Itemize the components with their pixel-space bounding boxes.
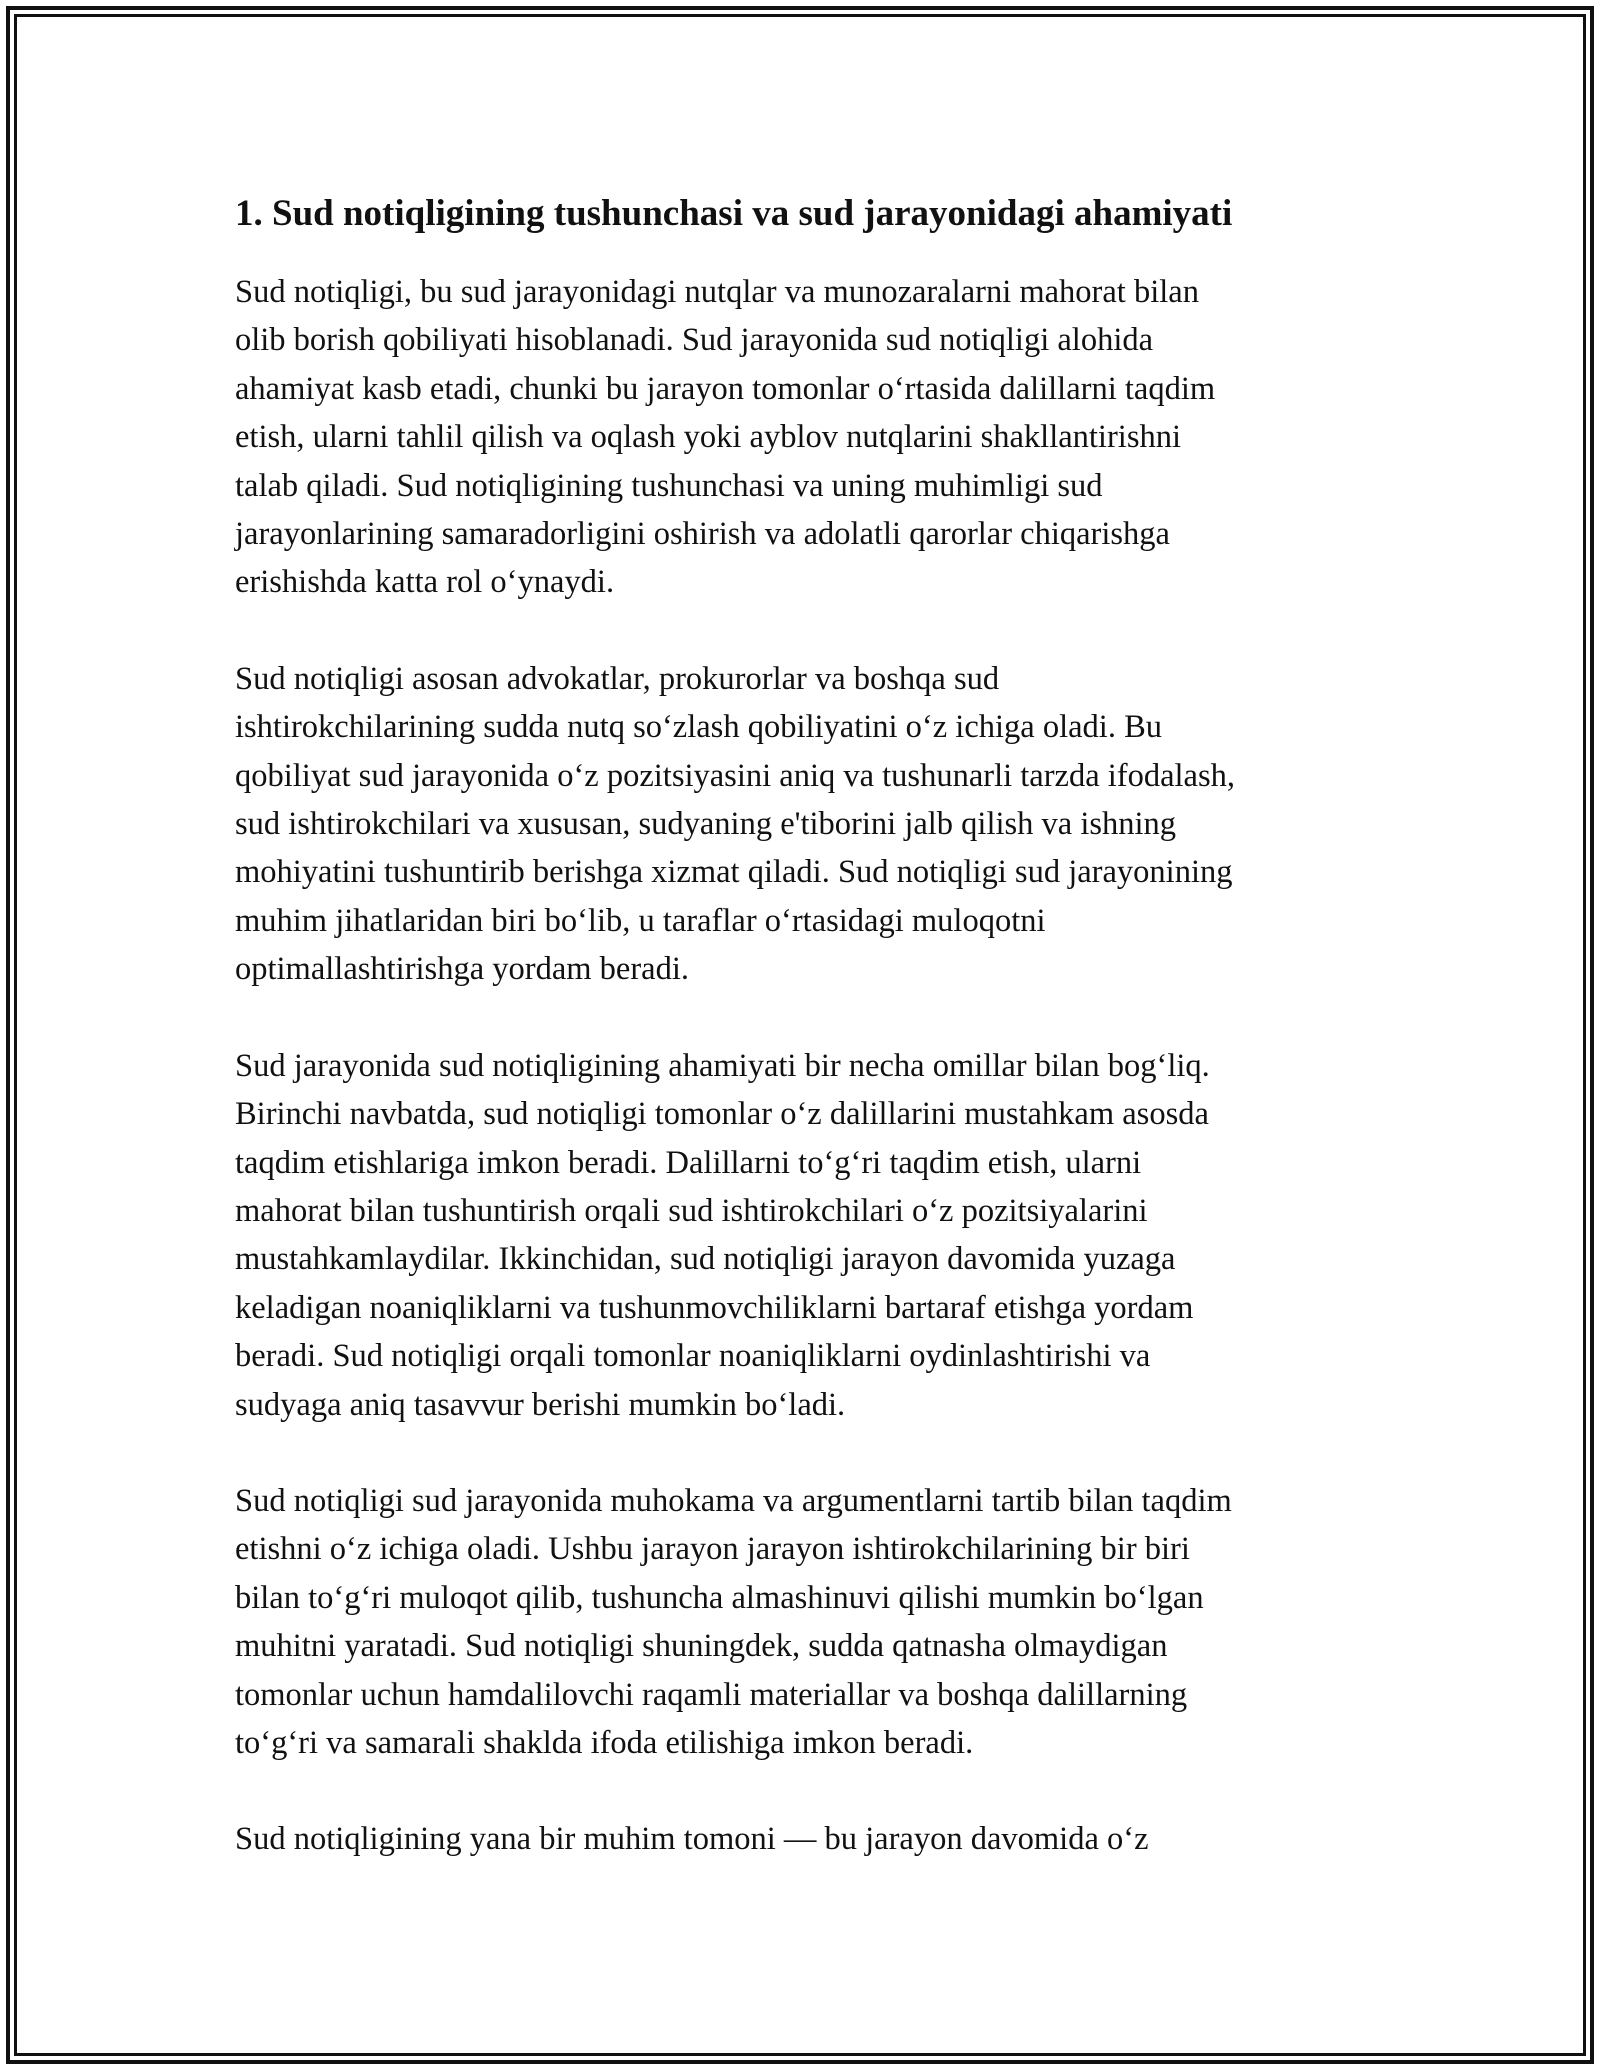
- document-body: [235, 188, 1370, 1864]
- text-line: keladigan noaniqliklarni va tushunmovchiliklarni bartaraf etishga yordam: [235, 1289, 1194, 1326]
- text-line: Sud notiqligining yana bir muhim tomoni — bu jarayon davomida o‘z: [235, 1821, 1149, 1858]
- text-line: qobiliyat sud jarayonida o‘z pozitsiyasini aniq va tushunarli tarzda ifodalash,: [235, 757, 1236, 794]
- text-line: sudyaga aniq tasavvur berishi mumkin bo‘ladi.: [235, 1386, 846, 1423]
- text-line: talab qiladi. Sud notiqligining tushunchasi va uning muhimligi sud: [235, 467, 1103, 504]
- text-line: mahorat bilan tushuntirish orqali sud ishtirokchilari o‘z pozitsiyalarini: [235, 1192, 1148, 1229]
- text-line: jarayonlarining samaradorligini oshirish va adolatli qarorlar chiqarishga: [235, 516, 1170, 553]
- text-line: mustahkamlaydilar. Ikkinchidan, sud notiqligi jarayon davomida yuzaga: [235, 1241, 1176, 1278]
- text-line: taqdim etishlariga imkon beradi. Dalillarni to‘g‘ri taqdim etish, ularni: [235, 1144, 1142, 1181]
- text-line: erishishda katta rol o‘ynaydi.: [235, 564, 615, 601]
- text-line: ishtirokchilarining sudda nutq so‘zlash qobiliyatini o‘z ichiga oladi. Bu: [235, 709, 1162, 746]
- text-line: Sud notiqligi asosan advokatlar, prokurorlar va boshqa sud: [235, 660, 1000, 697]
- text-line: mohiyatini tushuntirib berishga xizmat qiladi. Sud notiqligi sud jarayonining: [235, 854, 1233, 891]
- text-line: muhim jihatlaridan biri bo‘lib, u taraflar o‘rtasidagi muloqotni: [235, 902, 1046, 939]
- document-title: 1. Sud notiqligining tushunchasi va sud jarayonidagi ahamiyati: [235, 193, 1233, 234]
- paragraph-3: [235, 1042, 1370, 1429]
- text-line: beradi. Sud notiqligi orqali tomonlar noaniqliklarni oydinlashtirishi va: [235, 1338, 1151, 1375]
- text-line: optimallashtirishga yordam beradi.: [235, 951, 689, 988]
- text-line: bilan to‘g‘ri muloqot qilib, tushuncha almashinuvi qilishi mumkin bo‘lgan: [235, 1579, 1204, 1616]
- text-line: etish, ularni tahlil qilish va oqlash yoki ayblov nutqlarini shakllantirishni: [235, 419, 1181, 456]
- paragraph-1: [235, 268, 1370, 607]
- text-line: Birinchi navbatda, sud notiqligi tomonlar o‘z dalillarini mustahkam asosda: [235, 1096, 1209, 1133]
- text-line: muhitni yaratadi. Sud notiqligi shuningdek, sudda qatnasha olmaydigan: [235, 1628, 1168, 1665]
- paragraph-4: [235, 1477, 1370, 1767]
- text-line: olib borish qobiliyati hisoblanadi. Sud jarayonida sud notiqligi alohida: [235, 322, 1154, 359]
- text-line: etishni o‘z ichiga oladi. Ushbu jarayon jarayon ishtirokchilarining bir biri: [235, 1531, 1190, 1568]
- paragraph-2: [235, 655, 1370, 994]
- text-line: Sud notiqligi sud jarayonida muhokama va argumentlarni tartib bilan taqdim: [235, 1482, 1232, 1519]
- text-line: Sud notiqligi, bu sud jarayonidagi nutqlar va munozaralarni mahorat bilan: [235, 274, 1199, 310]
- text-line: Sud jarayonida sud notiqligining ahamiyati bir necha omillar bilan bog‘liq.: [235, 1047, 1210, 1084]
- text-line: ahamiyat kasb etadi, chunki bu jarayon tomonlar o‘rtasida dalillarni taqdim: [235, 370, 1216, 407]
- text-line: tomonlar uchun hamdalilovchi raqamli materiallar va boshqa dalillarning: [235, 1676, 1188, 1713]
- paragraph-5: [235, 1815, 1370, 1863]
- text-line: to‘g‘ri va samarali shaklda ifoda etilishiga imkon beradi.: [235, 1724, 974, 1761]
- text-line: sud ishtirokchilari va xususan, sudyaning e'tiborini jalb qilish va ishning: [235, 806, 1177, 843]
